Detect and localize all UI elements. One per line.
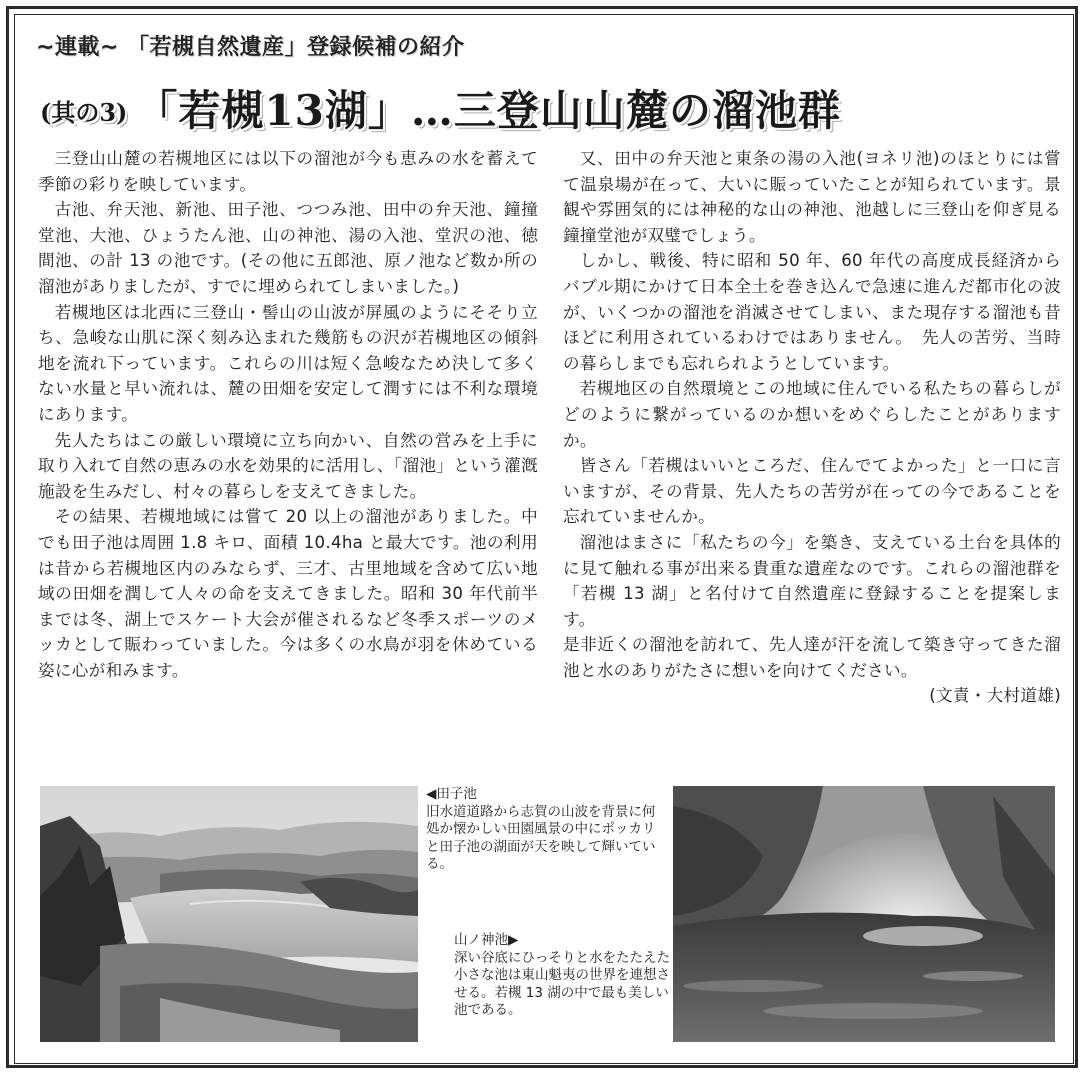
paragraph: 三登山山麓の若槻地区には以下の溜池が今も恵みの水を蓄えて季節の彩りを映しています。 — [38, 149, 538, 194]
yamanokamiike-photo — [673, 786, 1055, 1042]
series-label: ~連載~ 「若槻自然遺産」登録候補の紹介 — [36, 35, 465, 60]
paragraph: その結果、若槻地域には嘗て 20 以上の溜池がありました。中でも田子池は周囲 1.8 キロ、面積 10.4ha と最大です。池の利用は昔から若槻地区内のみならず、三才、古里地域を含めて広い地域の田畑を潤して人々の命を支えてきました。昭和 30 年代前半までは冬、湖上でスケート大会が催されるなど冬季スポーツのメッカとして賑わっていました。今は多くの水鳥が羽を休めている姿に心が和みます。 — [38, 507, 538, 680]
tagoike-caption-title: ◀田子池 — [426, 786, 477, 802]
tagoike-photo — [40, 786, 418, 1042]
paragraph: 古池、弁天池、新池、田子池、つつみ池、田中の弁天池、鐘撞堂池、大池、ひょうたん池、山の神池、湯の入池、堂沢の池、徳間池、の計 13 の池です。(その他に五郎池、原ノ池など数か所の溜池がありましたが、すでに埋められてしまいました。) — [38, 200, 538, 296]
author-credit: (文責・大村道雄) — [929, 686, 1061, 706]
part-label: (其の3) — [40, 98, 128, 127]
headline-title: 「若槻13湖」…三登山山麓の溜池群 — [135, 86, 841, 135]
paragraph: しかし、戦後、特に昭和 50 年、60 年代の高度成長経済からバブル期にかけて日本全土を巻き込んで急速に進んだ都市化の波が、いくつかの溜池を消滅させてしまい、また現存する溜池も昔ほどに利用されているわけではありません。 先人の苦労、当時の暮らしまでも忘れられようとしています。 — [563, 251, 1061, 373]
yamanokamiike-caption — [454, 932, 676, 1020]
tagoike-caption — [426, 786, 656, 874]
left-column — [38, 146, 538, 683]
paragraph: 又、田中の弁天池と東条の湯の入池(ヨネリ池)のほとりには嘗て温泉場が在って、大いに賑っていたことが知られています。景観や雰囲気的には神秘的な山の神池、池越しに三登山を仰ぎ見る鐘撞堂池が双璧でしょう。 — [563, 149, 1061, 245]
paragraph: 皆さん「若槻はいいところだ、住んでてよかった」と一口に言いますが、その背景、先人たちの苦労が在っての今であることを忘れていませんか。 — [563, 456, 1061, 527]
paragraph: 溜池はまさに「私たちの今」を築き、支えている土台を具体的に見て触れる事が出来る貴重な遺産なのです。これらの溜池群を「若槻 13 湖」と名付けて自然遺産に登録することを提案します。 — [563, 532, 1061, 629]
paragraph: 若槻地区は北西に三登山・髻山の山波が屏風のようにそそり立ち、急峻な山肌に深く刻み込まれた幾筋もの沢が若槻地区の傾斜地を流れ下っています。これらの川は短く急峻なため決して多くない水量と早い流れは、麓の田畑を安定して潤すには不利な環境にあります。 — [38, 302, 538, 424]
closing-paragraph: 是非近くの溜池を訪れて、先人達が汗を流して築き守ってきた溜池と水のありがたさに想いを向けてください。 — [563, 635, 1061, 680]
right-column — [563, 146, 1061, 709]
yamanokamiike-caption-text: 深い谷底にひっそりと水をたたえた小さな池は東山魁夷の世界を連想させる。若槻 13 湖の中で最も美しい池である。 — [454, 949, 670, 1018]
headline — [40, 78, 841, 138]
tagoike-caption-text: 旧水道道路から志賀の山波を背景に何処か懐かしい田園風景の中にポッカリと田子池の湖面が天を映して輝いている。 — [426, 803, 656, 872]
yamanokamiike-caption-title: 山ノ神池▶ — [454, 932, 519, 948]
paragraph: 先人たちはこの厳しい環境に立ち向かい、自然の営みを上手に取り入れて自然の恵みの水を効果的に活用し、「溜池」という灌漑施設を生みだし、村々の暮らしを支えてきました。 — [38, 430, 538, 501]
paragraph: 若槻地区の自然環境とこの地域に住んでいる私たちの暮らしがどのように繋がっているのか想いをめぐらしたことがありますか。 — [563, 379, 1061, 450]
